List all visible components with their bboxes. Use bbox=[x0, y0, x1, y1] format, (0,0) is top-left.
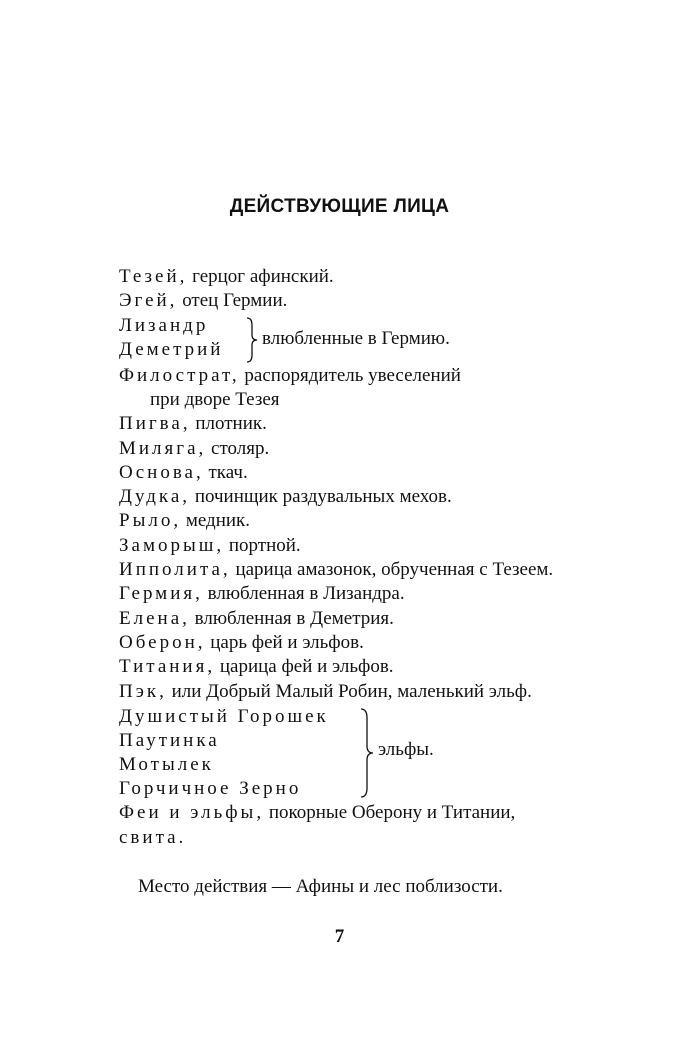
elves-group-label: эльфы. bbox=[378, 739, 434, 760]
character-line bbox=[119, 509, 250, 533]
character-name: Миляга, bbox=[119, 438, 207, 459]
character-name: Заморыш, bbox=[119, 535, 225, 556]
character-name: Феи и эльфы, bbox=[119, 802, 265, 823]
character-line bbox=[119, 437, 269, 461]
character-name: свита. bbox=[119, 827, 187, 848]
character-line bbox=[119, 753, 214, 777]
character-name: Паутинка bbox=[119, 730, 220, 751]
curly-brace-icon bbox=[246, 317, 258, 363]
page-title: ДЕЙСТВУЮЩИЕ ЛИЦА bbox=[229, 196, 450, 217]
character-line bbox=[119, 265, 334, 289]
character-line bbox=[119, 680, 532, 704]
character-name: Тезей, bbox=[119, 266, 188, 287]
character-line bbox=[119, 729, 220, 753]
character-description: ткач. bbox=[203, 462, 248, 483]
character-description: при дворе Тезея bbox=[150, 389, 280, 410]
character-name: Оберон, bbox=[119, 632, 206, 653]
character-line bbox=[119, 801, 515, 825]
character-description: плотник. bbox=[190, 413, 267, 434]
character-name: Титания, bbox=[119, 656, 216, 677]
lovers-group-label: влюбленные в Гермию. bbox=[262, 328, 450, 349]
character-name: Основа, bbox=[119, 462, 204, 483]
setting-note: Место действия — Афины и лес поблизости. bbox=[138, 876, 503, 897]
page-number: 7 bbox=[334, 926, 345, 947]
character-description: починщик раздувальных мехов. bbox=[190, 486, 452, 507]
character-description: медник. bbox=[181, 510, 251, 531]
character-line bbox=[119, 582, 405, 606]
character-line bbox=[119, 485, 452, 509]
character-description: покорные Оберону и Титании, bbox=[264, 802, 516, 823]
character-name: Елена, bbox=[119, 608, 190, 629]
character-line bbox=[119, 534, 301, 558]
character-description: царица амазонок, обрученная с Тезеем. bbox=[230, 559, 554, 580]
character-name: Филострат, bbox=[119, 365, 240, 386]
character-name: Горчичное Зерно bbox=[119, 778, 302, 799]
character-name: Ипполита, bbox=[119, 559, 231, 580]
character-line bbox=[119, 777, 301, 801]
character-name: Пигва, bbox=[119, 413, 191, 434]
character-name: Деметрий bbox=[119, 339, 224, 360]
character-name: Пэк, bbox=[119, 681, 167, 702]
character-line bbox=[119, 826, 186, 850]
character-line bbox=[119, 412, 267, 436]
character-description: распорядитель увеселений bbox=[239, 365, 461, 386]
character-line-continuation bbox=[150, 388, 280, 412]
character-line bbox=[119, 461, 248, 485]
character-description: портной. bbox=[224, 535, 301, 556]
character-line bbox=[119, 705, 329, 729]
character-line bbox=[119, 314, 208, 338]
character-name: Мотылек bbox=[119, 754, 214, 775]
character-description: столяр. bbox=[206, 438, 270, 459]
character-description: влюбленная в Лизандра. bbox=[202, 583, 405, 604]
character-name: Лизандр bbox=[119, 315, 209, 336]
character-name: Душистый Горошек bbox=[119, 706, 329, 727]
character-description: отец Гермии. bbox=[177, 290, 288, 311]
character-name: Дудка, bbox=[119, 486, 191, 507]
character-line bbox=[119, 631, 364, 655]
curly-brace-icon bbox=[360, 708, 374, 798]
character-description: герцог афинский. bbox=[187, 266, 334, 287]
character-description: влюбленная в Деметрия. bbox=[189, 608, 394, 629]
character-line bbox=[119, 289, 287, 313]
character-description: царь фей и эльфов. bbox=[205, 632, 364, 653]
character-name: Рыло, bbox=[119, 510, 182, 531]
character-name: Гермия, bbox=[119, 583, 203, 604]
character-line bbox=[119, 558, 553, 582]
character-name: Эгей, bbox=[119, 290, 178, 311]
character-line bbox=[119, 364, 461, 388]
character-description: или Добрый Малый Робин, маленький эльф. bbox=[166, 681, 532, 702]
character-description: царица фей и эльфов. bbox=[215, 656, 394, 677]
character-line bbox=[119, 655, 394, 679]
character-line bbox=[119, 338, 223, 362]
character-line bbox=[119, 607, 394, 631]
